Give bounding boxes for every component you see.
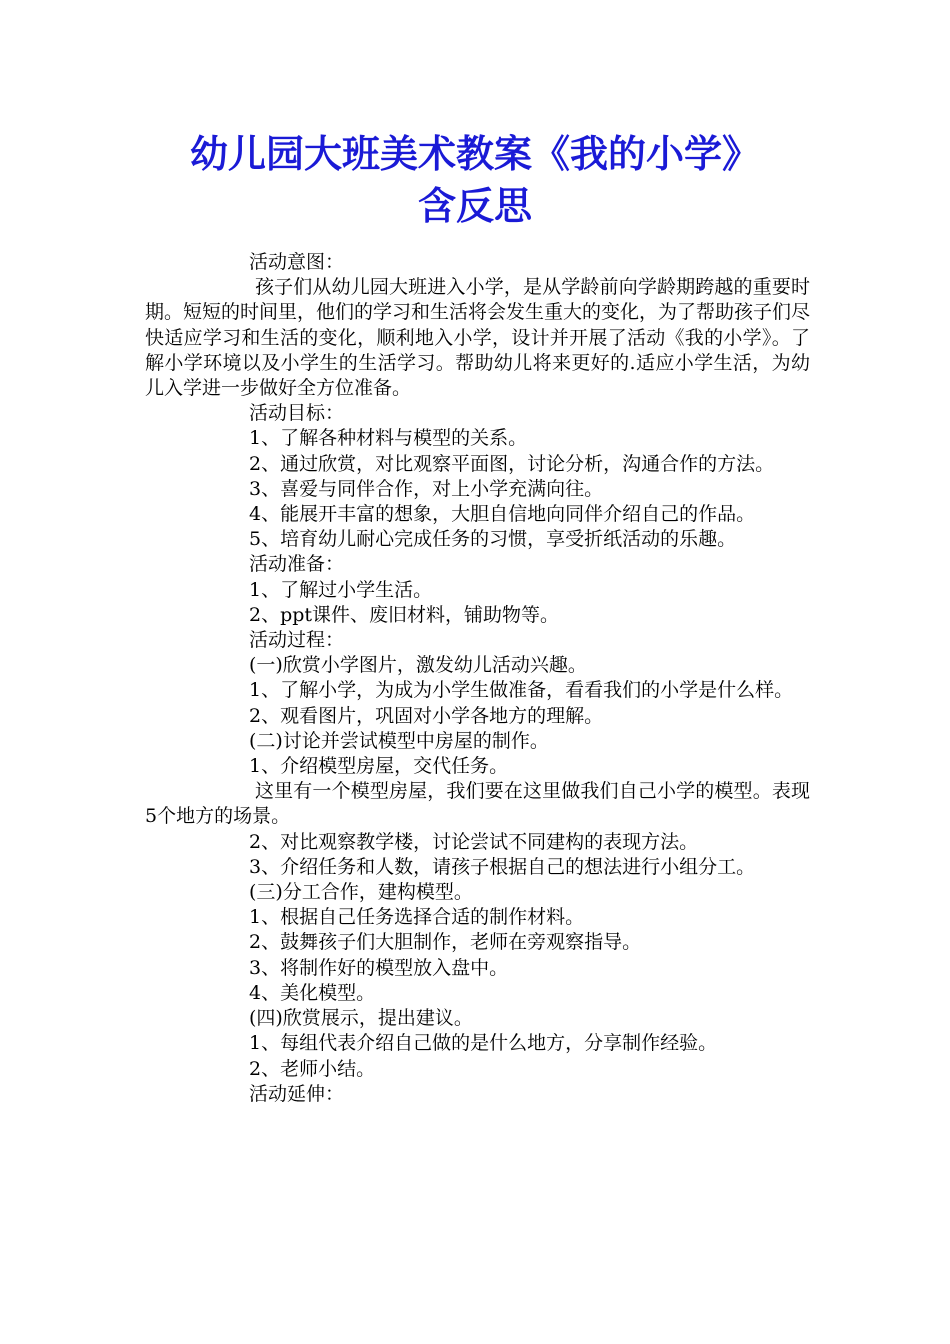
list-item: 3、喜爱与同伴合作，对上小学充满向往。: [249, 477, 604, 500]
list-item: 2、ppt课件、废旧材料，铺助物等。: [249, 603, 560, 626]
title-line-1: 幼儿园大班美术教案《我的小学》: [189, 132, 760, 176]
section-heading: 活动准备：: [249, 553, 345, 576]
list-item: 3、介绍任务和人数，请孩子根据自己的想法进行小组分工。: [249, 855, 756, 878]
list-item: 2、通过欣赏，对比观察平面图，讨论分析，沟通合作的方法。: [249, 452, 775, 475]
step-heading: (二)讨论并尝试模型中房屋的制作。: [249, 729, 549, 752]
step-heading: (一)欣赏小学图片，激发幼儿活动兴趣。: [249, 654, 587, 677]
list-item: 1、介绍模型房屋，交代任务。: [249, 755, 509, 778]
section-heading: 活动延伸：: [249, 1082, 345, 1105]
list-item: 2、鼓舞孩子们大胆制作，老师在旁观察指导。: [249, 931, 642, 954]
list-item: 1、了解各种材料与模型的关系。: [249, 427, 528, 450]
list-item: 2、对比观察教学楼，讨论尝试不同建构的表现方法。: [249, 830, 699, 853]
list-item: 1、根据自己任务选择合适的制作材料。: [249, 906, 585, 929]
paragraph: 孩子们从幼儿园大班进入小学，是从学龄前向学龄期跨越的重要时期。短短的时间里，他们的学习和生活将会发生重大的变化，为了帮助孩子们尽快适应学习和生活的变化，顺利地入小学，设计并开展了活动《我的小学》。了解小学环境以及小学生的生活学习。帮助幼儿将来更好的.适应小学生活，为幼儿入学进一步做好全方位准备。: [145, 276, 811, 400]
document-body: [145, 250, 810, 1107]
section-heading: 活动目标：: [249, 402, 345, 425]
list-item: 4、美化模型。: [249, 981, 376, 1004]
section-heading: 活动意图：: [249, 251, 345, 273]
step-heading: (四)欣赏展示，提出建议。: [249, 1007, 473, 1030]
list-item: 3、将制作好的模型放入盘中。: [249, 956, 509, 979]
title-line-2: 含反思: [417, 184, 532, 228]
list-item: 1、了解过小学生活。: [249, 578, 433, 601]
list-item: 2、老师小结。: [249, 1057, 376, 1080]
document-title: [120, 128, 830, 232]
list-item: 1、了解小学，为成为小学生做准备，看看我们的小学是什么样。: [249, 679, 794, 702]
section-heading: 活动过程：: [249, 629, 345, 652]
list-item: 2、观看图片，巩固对小学各地方的理解。: [249, 704, 604, 727]
list-item: 1、每组代表介绍自己做的是什么地方，分享制作经验。: [249, 1032, 718, 1055]
step-heading: (三)分工合作，建构模型。: [249, 881, 473, 904]
paragraph: 这里有一个模型房屋，我们要在这里做我们自己小学的模型。表现5个地方的场景。: [145, 780, 810, 828]
list-item: 5、培育幼儿耐心完成任务的习惯，享受折纸活动的乐趣。: [249, 528, 737, 551]
list-item: 4、能展开丰富的想象，大胆自信地向同伴介绍自己的作品。: [249, 503, 756, 526]
